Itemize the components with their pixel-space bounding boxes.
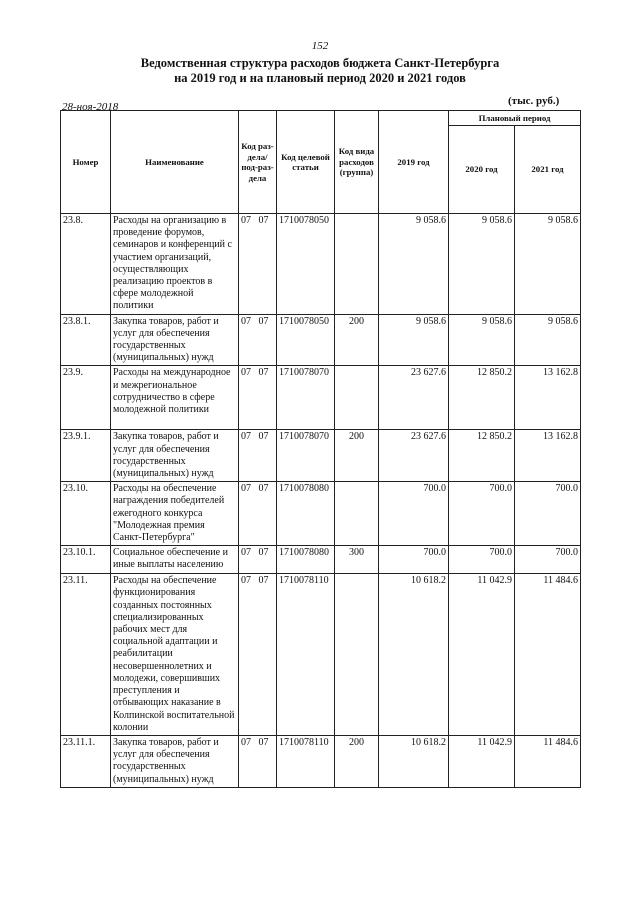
row-expense-type [335, 482, 379, 546]
row-section-code: 07 07 [239, 482, 277, 546]
row-value-2019: 23 627.6 [379, 366, 449, 430]
row-name: Расходы на обеспечение награждения победителей ежегодного конкурса "Молодежная премия Санкт-Петербурга" [111, 482, 239, 546]
row-expense-type: 200 [335, 314, 379, 366]
row-expense-type: 200 [335, 735, 379, 787]
row-name: Закупка товаров, работ и услуг для обеспечения государственных (муниципальных) нужд [111, 430, 239, 482]
row-value-2020: 12 850.2 [449, 366, 515, 430]
row-value-2020: 12 850.2 [449, 430, 515, 482]
budget-table [60, 110, 581, 788]
row-section-code: 07 07 [239, 735, 277, 787]
row-expense-type: 300 [335, 546, 379, 574]
row-section-code: 07 07 [239, 314, 277, 366]
report-date: 28-ноя-2018 [62, 101, 119, 113]
row-number: 23.10. [61, 482, 111, 546]
row-name: Закупка товаров, работ и услуг для обеспечения государственных (муниципальных) нужд [111, 314, 239, 366]
row-value-2019: 23 627.6 [379, 430, 449, 482]
units-label: (тыс. руб.) [508, 95, 560, 107]
row-expense-type: 200 [335, 430, 379, 482]
header-number: Номер [61, 111, 111, 214]
row-value-2020: 11 042.9 [449, 735, 515, 787]
table-header [61, 111, 581, 214]
row-value-2019: 9 058.6 [379, 314, 449, 366]
table-row [61, 482, 581, 546]
row-value-2020: 700.0 [449, 546, 515, 574]
header-section-code: Код раз-дела/ под-раз-дела [239, 111, 277, 214]
row-value-2019: 700.0 [379, 546, 449, 574]
row-value-2021: 700.0 [515, 482, 581, 546]
row-expense-type [335, 366, 379, 430]
row-number: 23.8.1. [61, 314, 111, 366]
row-value-2021: 13 162.8 [515, 430, 581, 482]
row-target-code: 1710078080 [277, 546, 335, 574]
table-body [61, 214, 581, 788]
row-number: 23.11.1. [61, 735, 111, 787]
table-row [61, 574, 581, 736]
row-number: 23.8. [61, 214, 111, 315]
row-number: 23.9.1. [61, 430, 111, 482]
header-planning-period: Плановый период [449, 111, 581, 126]
document-title [0, 56, 640, 86]
row-section-code: 07 07 [239, 574, 277, 736]
row-value-2020: 9 058.6 [449, 314, 515, 366]
row-value-2021: 11 484.6 [515, 574, 581, 736]
table-row [61, 546, 581, 574]
row-expense-type [335, 214, 379, 315]
row-value-2021: 700.0 [515, 546, 581, 574]
title-line-2: на 2019 год и на плановый период 2020 и 2021 годов [174, 71, 466, 85]
row-value-2019: 700.0 [379, 482, 449, 546]
row-value-2021: 9 058.6 [515, 214, 581, 315]
row-value-2019: 10 618.2 [379, 574, 449, 736]
row-number: 23.9. [61, 366, 111, 430]
page-number: 152 [311, 40, 329, 52]
row-expense-type [335, 574, 379, 736]
row-target-code: 1710078110 [277, 735, 335, 787]
row-value-2020: 11 042.9 [449, 574, 515, 736]
header-year-2020: 2020 год [449, 126, 515, 214]
table-row [61, 735, 581, 787]
row-target-code: 1710078050 [277, 314, 335, 366]
table-row [61, 214, 581, 315]
table-row [61, 314, 581, 366]
row-value-2020: 9 058.6 [449, 214, 515, 315]
row-section-code: 07 07 [239, 430, 277, 482]
row-number: 23.10.1. [61, 546, 111, 574]
row-name: Социальное обеспечение и иные выплаты населению [111, 546, 239, 574]
row-section-code: 07 07 [239, 366, 277, 430]
row-value-2019: 9 058.6 [379, 214, 449, 315]
header-year-2019: 2019 год [379, 111, 449, 214]
row-number: 23.11. [61, 574, 111, 736]
header-expense-type-code: Код вида расходов (группа) [335, 111, 379, 214]
table-row [61, 430, 581, 482]
row-name: Расходы на организацию в проведение форумов, семинаров и конференций с участием организаций, осуществляющих реализацию проектов в сфере молодежной политики [111, 214, 239, 315]
row-section-code: 07 07 [239, 214, 277, 315]
row-value-2020: 700.0 [449, 482, 515, 546]
table-row [61, 366, 581, 430]
header-target-code: Код целевой статьи [277, 111, 335, 214]
row-target-code: 1710078050 [277, 214, 335, 315]
title-line-1: Ведомственная структура расходов бюджета Санкт-Петербурга [140, 56, 500, 70]
header-name: Наименование [111, 111, 239, 214]
row-name: Расходы на международное и межрегиональное сотрудничество в сфере молодежной политики [111, 366, 239, 430]
row-value-2021: 13 162.8 [515, 366, 581, 430]
row-value-2019: 10 618.2 [379, 735, 449, 787]
row-target-code: 1710078070 [277, 366, 335, 430]
header-year-2021: 2021 год [515, 126, 581, 214]
row-name: Закупка товаров, работ и услуг для обеспечения государственных (муниципальных) нужд [111, 735, 239, 787]
row-value-2021: 9 058.6 [515, 314, 581, 366]
row-value-2021: 11 484.6 [515, 735, 581, 787]
row-name: Расходы на обеспечение функционирования созданных постоянных специализированных рабочих мест для социальной адаптации и реабилитации несовершеннолетних и молодежи, совершивших преступления и отбывающих наказание в Колпинской воспитательной колонии [111, 574, 239, 736]
row-target-code: 1710078070 [277, 430, 335, 482]
row-target-code: 1710078110 [277, 574, 335, 736]
row-section-code: 07 07 [239, 546, 277, 574]
row-target-code: 1710078080 [277, 482, 335, 546]
